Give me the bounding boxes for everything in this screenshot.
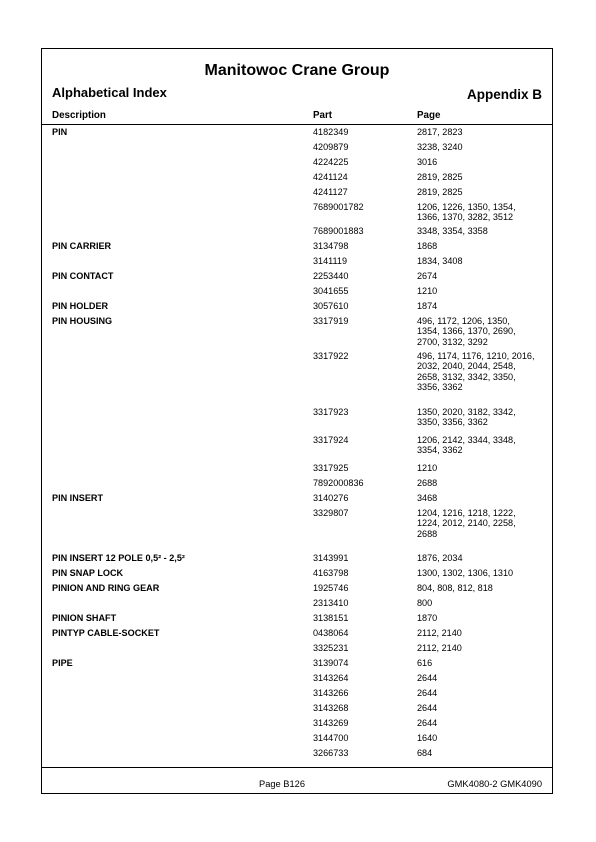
footer-divider [42, 767, 552, 768]
row-part-number: 4224225 [313, 157, 349, 167]
column-header-page: Page [417, 110, 441, 121]
table-row [42, 241, 552, 256]
row-pages: 3348, 3354, 3358 [417, 226, 488, 236]
row-part-number: 4182349 [313, 127, 349, 137]
row-part-number: 7689001883 [313, 226, 364, 236]
table-row [42, 568, 552, 583]
row-description: PIN SNAP LOCK [52, 568, 124, 578]
row-part-number: 2313410 [313, 598, 349, 608]
row-pages: 2688 [417, 478, 438, 488]
row-part-number: 3317919 [313, 316, 349, 326]
row-pages: 1350, 2020, 3182, 3342, 3350, 3356, 3362 [417, 407, 516, 428]
table-row [42, 142, 552, 157]
row-description: PIN INSERT 12 POLE 0,5² - 2,5² [52, 553, 185, 563]
table-row [42, 673, 552, 688]
row-part-number: 7892000836 [313, 478, 364, 488]
appendix-label: Appendix B [466, 87, 542, 102]
row-description: PINTYP CABLE-SOCKET [52, 628, 160, 638]
row-pages: 1640 [417, 733, 438, 743]
table-row [42, 598, 552, 613]
row-pages: 800 [417, 598, 433, 608]
table-row [42, 718, 552, 733]
row-pages: 1874 [417, 301, 438, 311]
table-row [42, 187, 552, 202]
row-pages: 2644 [417, 673, 438, 683]
table-row [42, 286, 552, 301]
table-row [42, 172, 552, 187]
row-part-number: 3144700 [313, 733, 349, 743]
row-pages: 2817, 2823 [417, 127, 463, 137]
row-description: PINION SHAFT [52, 613, 117, 623]
row-part-number: 3134798 [313, 241, 349, 251]
row-part-number: 3317923 [313, 407, 349, 417]
column-header-part: Part [313, 110, 333, 121]
row-part-number: 4241124 [313, 172, 348, 182]
row-part-number: 3138151 [313, 613, 349, 623]
model-label: GMK4080-2 GMK4090 [447, 779, 542, 789]
row-description: PIPE [52, 658, 73, 668]
table-row [42, 316, 552, 351]
row-part-number: 3141119 [313, 256, 348, 266]
row-pages: 496, 1172, 1206, 1350, 1354, 1366, 1370, 2690, 2700, 3132, 3292 [417, 316, 516, 347]
row-part-number: 3143264 [313, 673, 349, 683]
row-part-number: 3041655 [313, 286, 349, 296]
table-row [42, 703, 552, 718]
row-part-number: 3139074 [313, 658, 349, 668]
row-pages: 1870 [417, 613, 438, 623]
row-pages: 1210 [417, 286, 438, 296]
row-description: PIN HOUSING [52, 316, 113, 326]
row-pages: 2112, 2140 [417, 628, 462, 638]
row-part-number: 4209879 [313, 142, 349, 152]
table-row [42, 478, 552, 493]
header-divider [42, 124, 552, 125]
row-part-number: 4241127 [313, 187, 348, 197]
row-part-number: 3317924 [313, 435, 349, 445]
table-row [42, 493, 552, 508]
table-row [42, 127, 552, 142]
table-row [42, 553, 552, 568]
table-row [42, 407, 552, 435]
row-description: PIN CARRIER [52, 241, 112, 251]
table-row [42, 157, 552, 172]
row-part-number: 3057610 [313, 301, 349, 311]
row-part-number: 3143268 [313, 703, 349, 713]
row-pages: 496, 1174, 1176, 1210, 2016, 2032, 2040, 2044, 2548, 2658, 3132, 3342, 3350, 3356, 3362 [417, 351, 535, 393]
row-pages: 684 [417, 748, 433, 758]
row-part-number: 1925746 [313, 583, 349, 593]
row-pages: 1834, 3408 [417, 256, 463, 266]
row-pages: 3468 [417, 493, 438, 503]
table-row [42, 748, 552, 763]
row-part-number: 3329807 [313, 508, 349, 518]
table-row [42, 688, 552, 703]
table-row [42, 301, 552, 316]
row-pages: 1300, 1302, 1306, 1310 [417, 568, 514, 578]
row-description: PIN [52, 127, 68, 137]
table-row [42, 351, 552, 407]
row-part-number: 3143269 [313, 718, 349, 728]
row-description: PIN HOLDER [52, 301, 109, 311]
row-pages: 1206, 1226, 1350, 1354, 1366, 1370, 3282, 3512 [417, 202, 516, 223]
row-part-number: 3143266 [313, 688, 349, 698]
row-part-number: 3325231 [313, 643, 349, 653]
table-row [42, 733, 552, 748]
row-pages: 2644 [417, 718, 438, 728]
row-part-number: 3317922 [313, 351, 349, 361]
table-row [42, 463, 552, 478]
row-part-number: 4163798 [313, 568, 349, 578]
row-pages: 2644 [417, 688, 438, 698]
table-row [42, 583, 552, 598]
row-pages: 3016 [417, 157, 438, 167]
column-header-description: Description [52, 110, 106, 121]
row-pages: 2674 [417, 271, 438, 281]
row-pages: 2644 [417, 703, 438, 713]
row-pages: 1210 [417, 463, 438, 473]
table-row [42, 226, 552, 241]
row-pages: 1204, 1216, 1218, 1222, 1224, 2012, 2140, 2258, 2688 [417, 508, 516, 539]
row-description: PINION AND RING GEAR [52, 583, 160, 593]
company-title: Manitowoc Crane Group [204, 62, 390, 79]
row-description: PIN CONTACT [52, 271, 114, 281]
row-pages: 1876, 2034 [417, 553, 463, 563]
table-row [42, 256, 552, 271]
row-description: PIN INSERT [52, 493, 104, 503]
index-table [42, 127, 552, 763]
row-pages: 3238, 3240 [417, 142, 463, 152]
row-part-number: 2253440 [313, 271, 349, 281]
row-part-number: 3140276 [313, 493, 349, 503]
page-number: Page B126 [259, 779, 306, 789]
table-row [42, 202, 552, 226]
table-row [42, 508, 552, 553]
row-pages: 804, 808, 812, 818 [417, 583, 493, 593]
table-row [42, 435, 552, 463]
row-part-number: 0438064 [313, 628, 349, 638]
row-part-number: 3317925 [313, 463, 349, 473]
table-row [42, 628, 552, 643]
index-title: Alphabetical Index [52, 85, 167, 100]
row-pages: 616 [417, 658, 433, 668]
row-pages: 1868 [417, 241, 438, 251]
table-row [42, 613, 552, 628]
row-part-number: 3143991 [313, 553, 349, 563]
table-row [42, 658, 552, 673]
row-pages: 2819, 2825 [417, 172, 463, 182]
table-row [42, 271, 552, 286]
row-part-number: 7689001782 [313, 202, 364, 212]
page-frame [41, 48, 553, 794]
row-part-number: 3266733 [313, 748, 349, 758]
row-pages: 2112, 2140 [417, 643, 462, 653]
table-row [42, 643, 552, 658]
row-pages: 2819, 2825 [417, 187, 463, 197]
row-pages: 1206, 2142, 3344, 3348, 3354, 3362 [417, 435, 516, 456]
